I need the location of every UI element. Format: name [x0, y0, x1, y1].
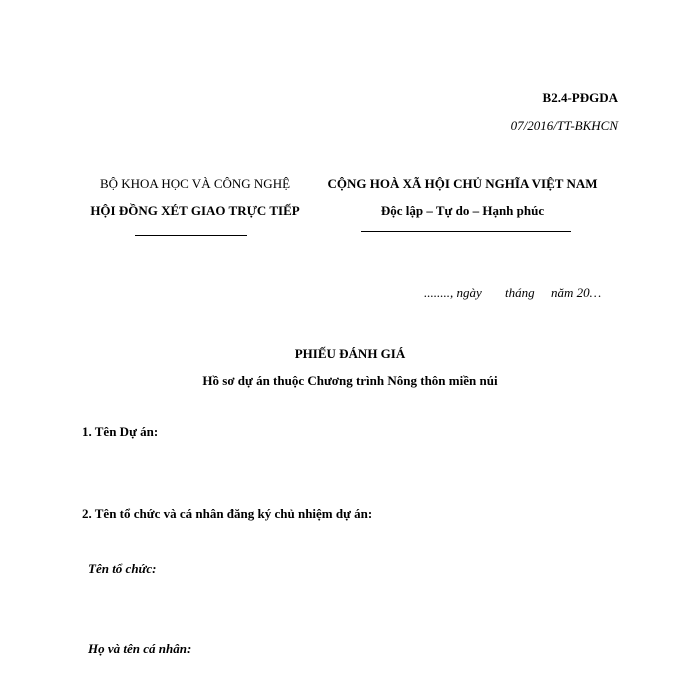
document-subtitle: Hồ sơ dự án thuộc Chương trình Nông thôn miền núi	[202, 373, 498, 388]
left-header-underline	[135, 235, 247, 236]
section-project-name: 1. Tên Dự án:	[82, 424, 159, 439]
organization-name-label: Tên tổ chức:	[88, 561, 157, 576]
ministry-name: BỘ KHOA HỌC VÀ CÔNG NGHỆ	[99, 176, 291, 191]
document-title: PHIẾU ĐÁNH GIÁ	[294, 346, 406, 361]
date-year: năm 20…	[551, 285, 602, 300]
section-organization-and-manager: 2. Tên tổ chức và cá nhân đăng ký chủ nhiệm dự án:	[82, 506, 373, 521]
form-code: B2.4-PĐGDA	[542, 90, 618, 105]
nation-name: CỘNG HOÀ XÃ HỘI CHỦ NGHĨA VIỆT NAM	[327, 176, 598, 191]
date-place-day: ........, ngày	[424, 285, 482, 300]
circular-reference: 07/2016/TT-BKHCN	[510, 118, 618, 133]
date-month: tháng	[505, 285, 535, 300]
right-header-underline	[361, 231, 571, 232]
national-motto: Độc lập – Tự do – Hạnh phúc	[380, 203, 545, 218]
council-name: HỘI ĐỒNG XÉT GIAO TRỰC TIẾP	[90, 203, 300, 218]
individual-name-label: Họ và tên cá nhân:	[88, 641, 192, 656]
